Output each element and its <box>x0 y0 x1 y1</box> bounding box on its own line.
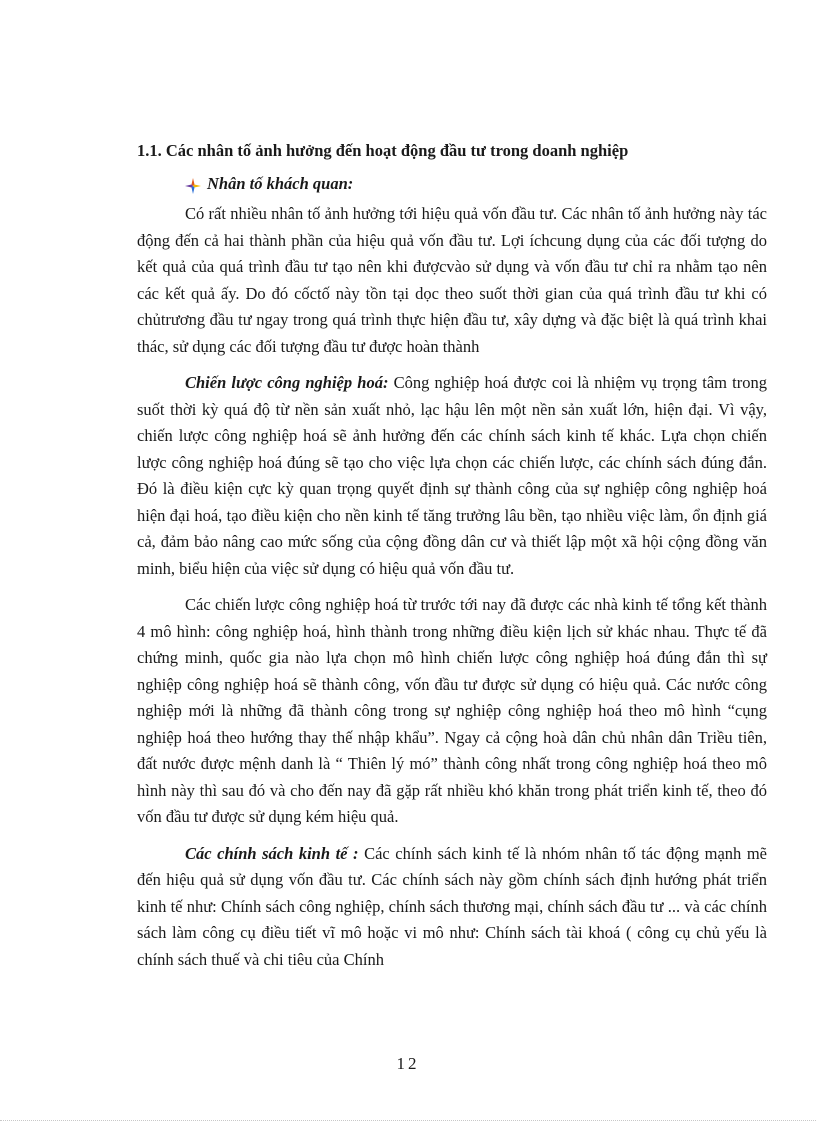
paragraph-4-body: Các chính sách kinh tế là nhóm nhân tố tác động mạnh mẽ đến hiệu quả sử dụng vốn đầu tư. Các chính sách này gồm chính sách định hướng phát triển kinh tế như: Chính sách công nghiệp, chính sách thương mại, chính sách đầu tư ... và các chính sách làm công cụ điều tiết vĩ mô hoặc vi mô như: Chính sách tài khoá ( công cụ chủ yếu là chính sách thuế và chi tiêu của Chính <box>137 843 767 969</box>
paragraph-4 <box>137 841 767 974</box>
paragraph-4-lead: Các chính sách kinh tế : <box>185 843 359 863</box>
section-number: 1.1. <box>137 141 162 160</box>
page-content <box>137 138 767 983</box>
section-title: Các nhân tố ảnh hưởng đến hoạt động đầu tư trong doanh nghiệp <box>165 141 629 160</box>
section-heading <box>137 138 767 165</box>
paragraph-2-lead: Chiến lược công nghiệp hoá: <box>185 373 389 392</box>
paragraph-1: Có rất nhiều nhân tố ảnh hưởng tới hiệu quả vốn đầu tư. Các nhân tố ảnh hưởng này tác động đến cả hai thành phần của hiệu quả vốn đầu tư. Lợi íchcung dụng của các đối tượng do kết quả của quá trình đầu tư tạo nên khi đượcvào sử dụng và vốn đầu tư chỉ ra nhằm tạo nên các kết quả ấy. Do đó cốctố này tồn tại dọc theo suốt thời gian của quá trình đầu tư khi có chủtrương đầu tư ngay trong quá trình thực hiện đầu tư, xây dựng và đặc biệt là quá trình khai thác, sử dụng các đối tượng đầu tư được hoàn thành <box>137 204 767 356</box>
subheading <box>185 171 767 198</box>
paragraph-2 <box>137 370 767 582</box>
paragraph-3: Các chiến lược công nghiệp hoá từ trước tới nay đã được các nhà kinh tế tổng kết thành 4 mô hình: công nghiệp hoá, hình thành trong những điều kiện lịch sử khác nhau. Thực tế đã chứng minh, quốc gia nào lựa chọn mô hình chiến lược công nghiệp hoá đúng đắn thì sự nghiệp công nghiệp hoá sẽ thành công, vốn đầu tư được sử dụng có hiệu quả. Các nước công nghiệp mới là những đã thành công trong sự nghiệp công nghiệp hoá theo mô hình “cụng nghiệp hoá theo hướng thay thế nhập khẩu”. Ngay cả cộng hoà dân chủ nhân dân Triều tiên, đất nước được mệnh danh là “ Thiên lý mó” thành công nhất trong công nghiệp hoá theo mô hình này thì sau đó và cho đến nay đã gặp rất nhiều khó khăn trong phát triển kinh tế, theo đó vốn đầu tư được sử dụng kém hiệu quả. <box>137 595 767 826</box>
subheading-text: Nhân tố khách quan: <box>207 173 354 193</box>
page-bottom-divider <box>0 1120 816 1121</box>
four-color-bullet-icon <box>185 176 201 192</box>
paragraph-2-body: Công nghiệp hoá được coi là nhiệm vụ trọng tâm trong suốt thời kỳ quá độ từ nền sản xuất nhỏ, lạc hậu lên một nền sản xuất lớn, hiện đại. Vì vậy, chiến lược công nghiệp hoá sẽ ảnh hưởng đến các chính sách kinh tế khác. Lựa chọn chiến lược công nghiệp hoá đúng sẽ tạo cho việc lựa chọn các chiến lược, các chính sách đúng đắn. Đó là điều kiện cực kỳ quan trọng quyết định sự thành công của sự nghiệp công nghiệp hoá hiện đại hoá, tạo điều kiện cho nền kinh tế tăng trưởng lâu bền, tạo nhiều việc làm, ổn định giá cả, đảm bảo nâng cao mức sống của cộng đồng dân cư và thiết lập một xã hội cộng đồng văn minh, biểu hiện của việc sử dụng có hiệu quả vốn đầu tư. <box>137 373 767 578</box>
page-number: 12 <box>396 1054 420 1073</box>
